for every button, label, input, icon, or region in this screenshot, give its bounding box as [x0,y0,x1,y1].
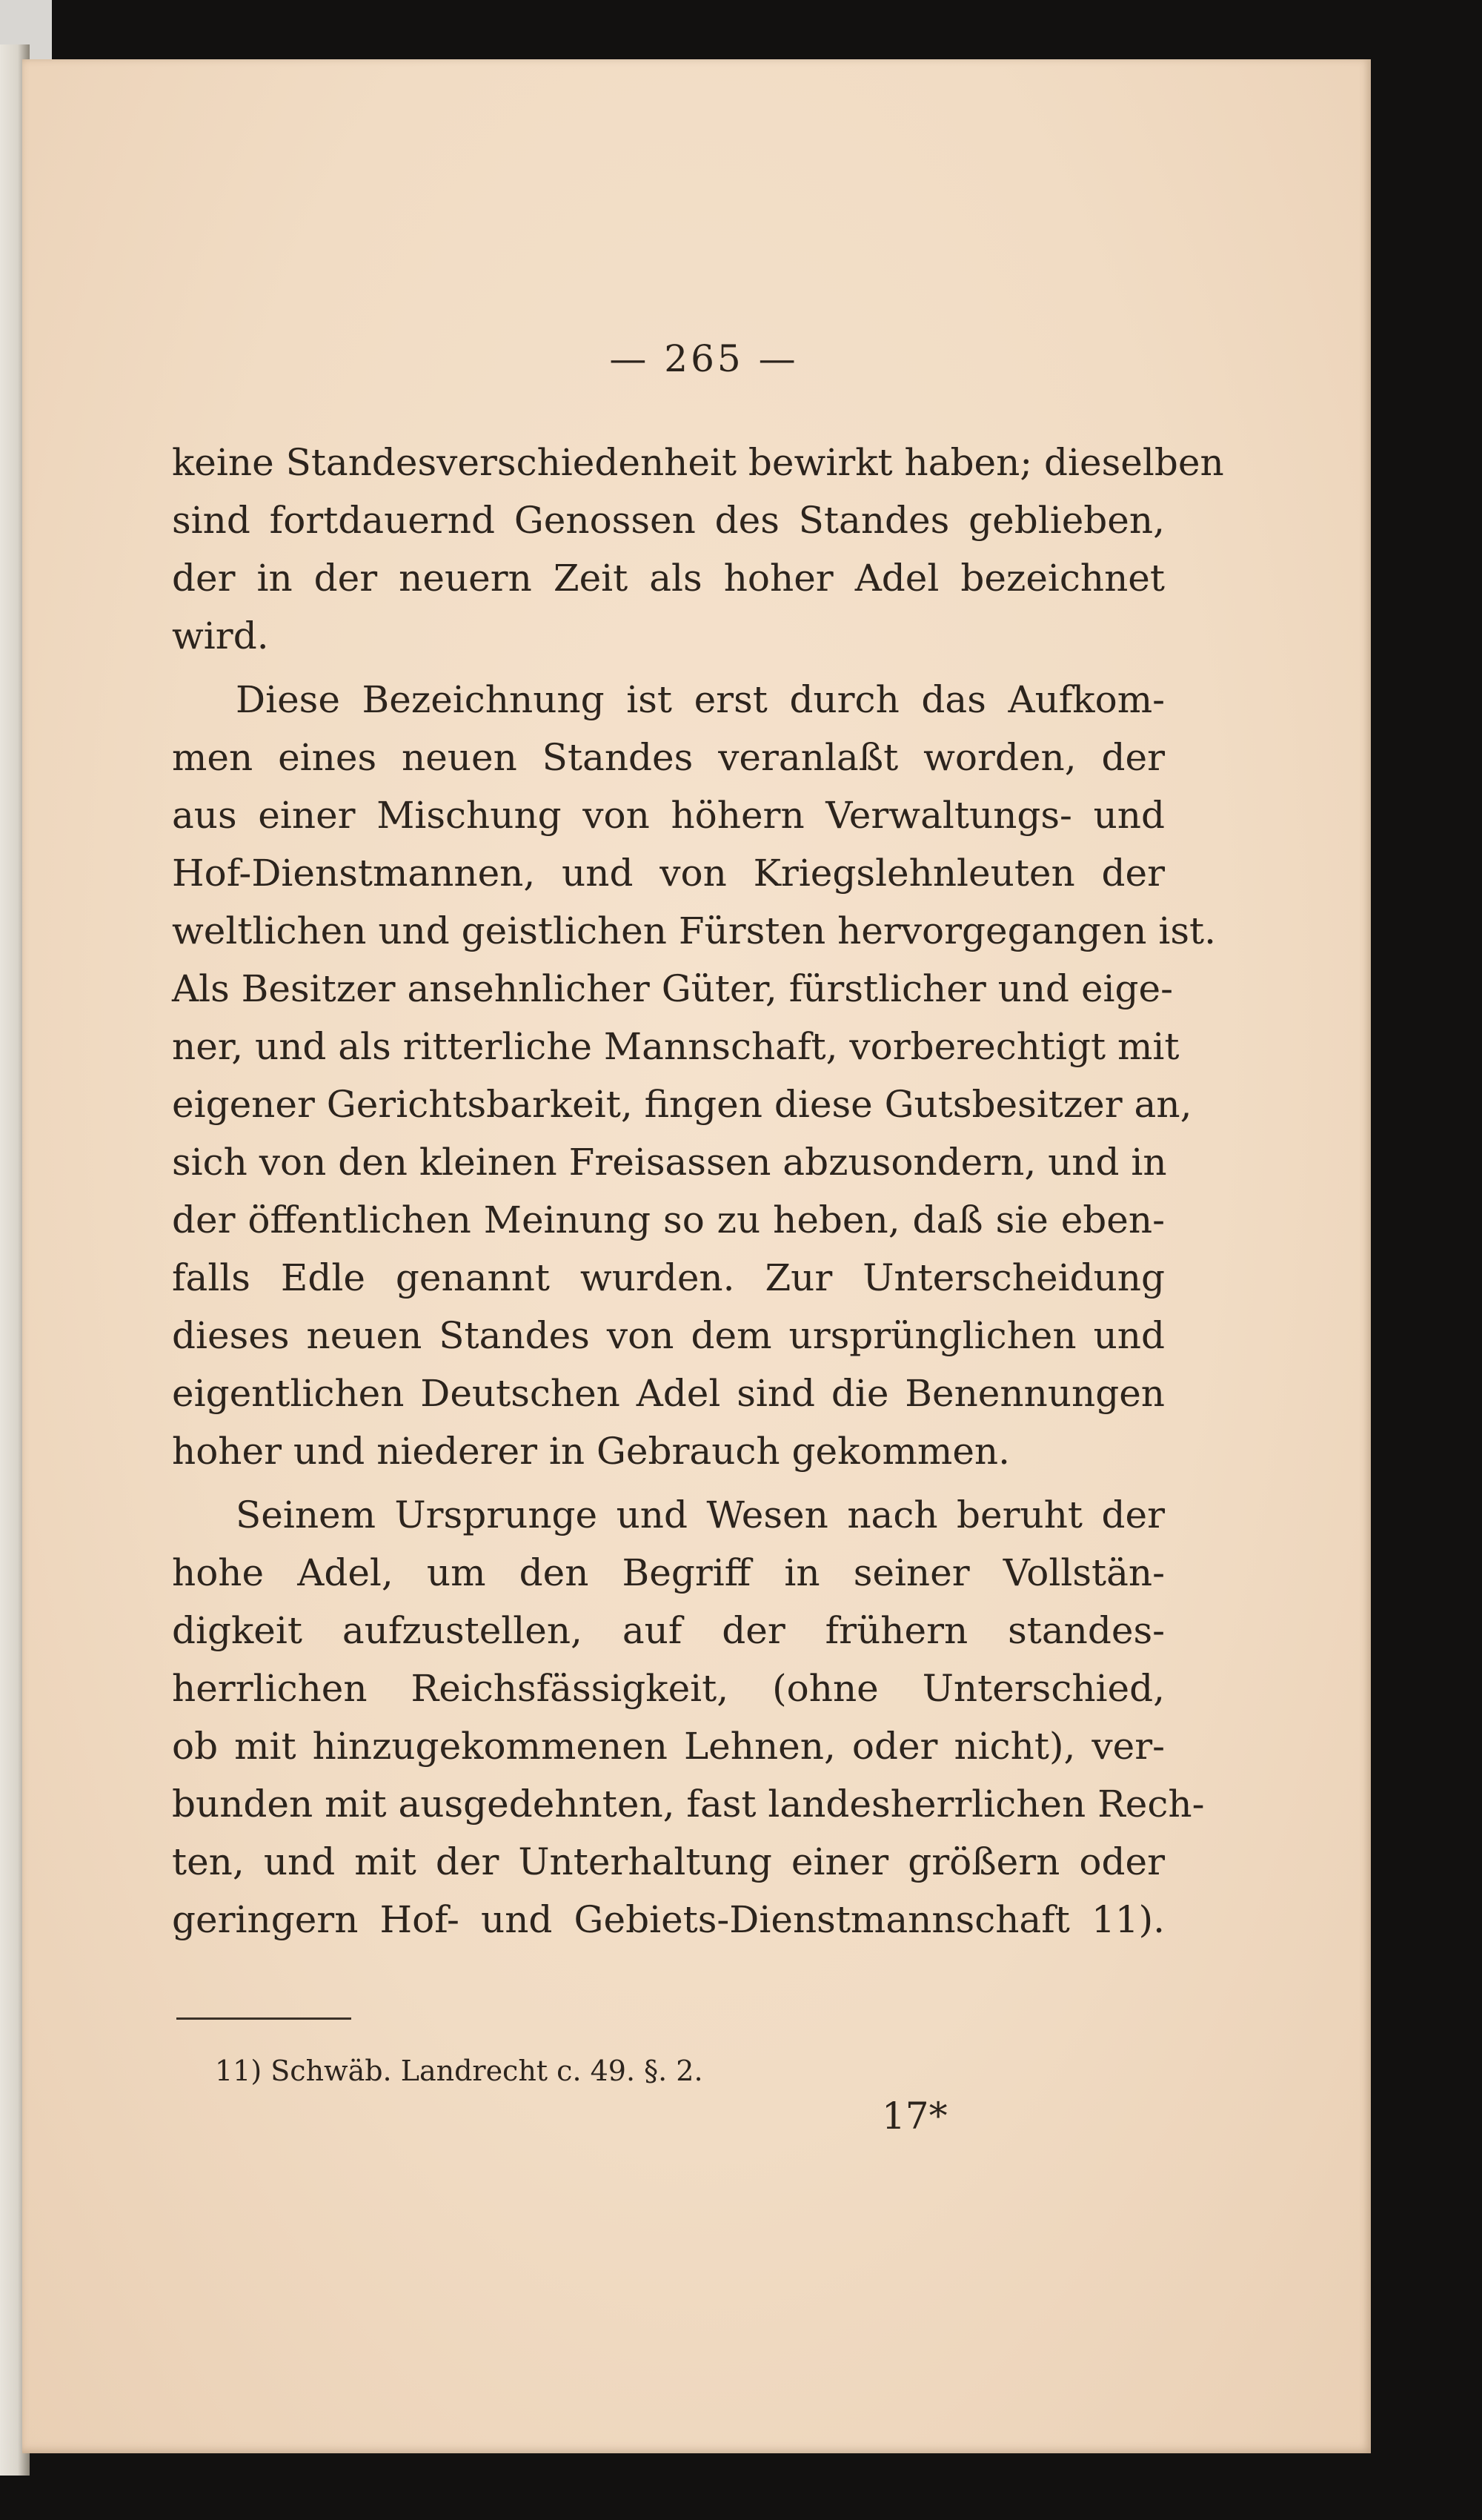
text-line-24: bunden mit ausgedehnten, fast landesherrlichen Rech- [172,1783,1205,1826]
text-line-13: sich von den kleinen Freisassen abzusondern, und in [172,1141,1167,1184]
text-line-19: Seinem Ursprunge und Wesen nach beruht der [236,1493,1165,1536]
text-line-8: Hof-Dienstmannen, und von Kriegslehnleuten der [172,852,1165,895]
text-line-21: digkeit aufzustellen, auf der frühern standes- [172,1609,1165,1652]
text-line-9: weltlichen und geistlichen Fürsten hervorgegangen ist. [172,909,1216,952]
text-line-7: aus einer Mischung von höhern Verwaltungs- und [172,794,1165,837]
text-line-1: keine Standesverschiedenheit bewirkt haben; dieselben [172,441,1224,484]
text-line-15: falls Edle genannt wurden. Zur Unterscheidung [172,1256,1165,1299]
text-line-26: geringern Hof- und Gebiets-Dienstmannschaft 11). [172,1898,1165,1941]
text-line-22: herrlichen Reichsfässigkeit, (ohne Unterschied, [172,1667,1165,1710]
text-line-3: der in der neuern Zeit als hoher Adel bezeichnet [172,557,1165,600]
signature-mark: 17* [882,2095,948,2138]
page-number: — 265 — [609,337,799,380]
text-line-11: ner, und als ritterliche Mannschaft, vorberechtigt mit [172,1025,1180,1068]
text-line-5: Diese Bezeichnung ist erst durch das Aufkom- [236,678,1165,721]
text-line-12: eigener Gerichtsbarkeit, fingen diese Gutsbesitzer an, [172,1083,1192,1126]
text-line-4: wird. [172,614,269,657]
text-line-16: dieses neuen Standes von dem ursprünglichen und [172,1314,1165,1357]
text-line-14: der öffentlichen Meinung so zu heben, daß sie eben- [172,1198,1165,1241]
text-line-25: ten, und mit der Unterhaltung einer größern oder [172,1840,1165,1883]
text-line-23: ob mit hinzugekommenen Lehnen, oder nicht), ver- [172,1725,1165,1768]
text-line-2: sind fortdauernd Genossen des Standes geblieben, [172,499,1165,542]
text-line-6: men eines neuen Standes veranlaßt worden, der [172,736,1165,779]
text-line-17: eigentlichen Deutschen Adel sind die Benennungen [172,1372,1165,1415]
footnote: 11) Schwäb. Landrecht c. 49. §. 2. [215,2055,703,2087]
footnote-divider [176,2017,351,2020]
text-line-18: hoher und niederer in Gebrauch gekommen. [172,1430,1011,1473]
text-line-10: Als Besitzer ansehnlicher Güter, fürstlicher und eige- [172,967,1174,1010]
text-line-20: hohe Adel, um den Begriff in seiner Vollstän- [172,1551,1165,1594]
